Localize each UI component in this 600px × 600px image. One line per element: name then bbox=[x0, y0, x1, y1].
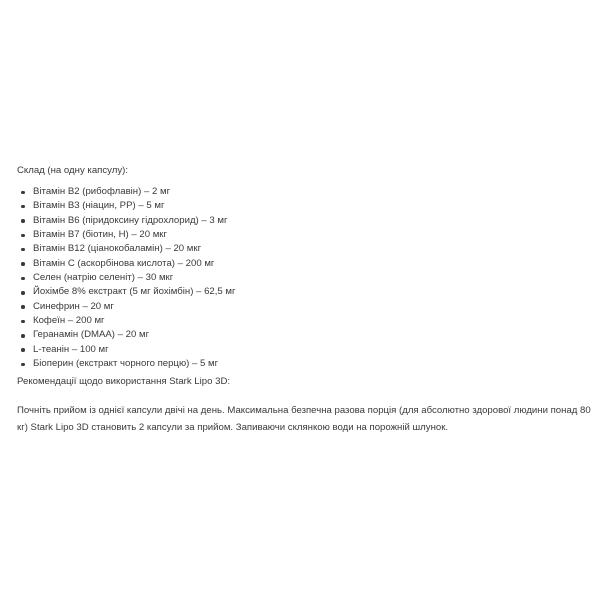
bullet-icon bbox=[21, 291, 25, 295]
list-item bbox=[17, 214, 587, 228]
bullet-icon bbox=[21, 334, 25, 338]
bullet-icon bbox=[21, 348, 25, 352]
usage-text-line-1: Почніть прийом із однієї капсули двічі на день. Максимальна безпечна разова порція (для абсолютно здорової людини понад 80 bbox=[17, 405, 591, 417]
ingredient-text: Селен (натрію селеніт) – 30 мкг bbox=[33, 272, 174, 284]
bullet-icon bbox=[21, 363, 25, 367]
ingredient-text: Вітамін B12 (ціанокобаламін) – 20 мкг bbox=[33, 243, 202, 255]
usage-heading: Рекомендації щодо використання Stark Lipo 3D: bbox=[17, 376, 231, 388]
list-item bbox=[17, 185, 587, 199]
ingredient-text: Йохімбе 8% екстракт (5 мг йохімбін) – 62,5 мг bbox=[33, 286, 236, 298]
ingredient-text: Вітамін B6 (піридоксину гідрохлорид) – 3 мг bbox=[33, 214, 228, 226]
ingredient-text: L-теанін – 100 мг bbox=[33, 343, 109, 355]
bullet-icon bbox=[21, 234, 25, 238]
composition-heading: Склад (на одну капсулу): bbox=[17, 165, 128, 176]
ingredient-text: Вітамін B7 (біотин, H) – 20 мкг bbox=[33, 229, 167, 241]
ingredients-list bbox=[17, 185, 587, 371]
bullet-icon bbox=[21, 219, 25, 223]
bullet-icon bbox=[21, 191, 25, 195]
list-item bbox=[17, 257, 587, 271]
list-item bbox=[17, 228, 587, 242]
list-item bbox=[17, 300, 587, 314]
list-item bbox=[17, 357, 587, 371]
spacer bbox=[17, 390, 587, 402]
bullet-icon bbox=[21, 305, 25, 309]
list-item bbox=[17, 199, 587, 213]
ingredient-text: Синефрин – 20 мг bbox=[33, 300, 114, 312]
list-item bbox=[17, 314, 587, 328]
list-item bbox=[17, 271, 587, 285]
list-item bbox=[17, 328, 587, 342]
ingredient-text: Вітамін C (аскорбінова кислота) – 200 мг bbox=[33, 257, 215, 269]
usage-text-line-2: кг) Stark Lipo 3D становить 2 капсули за прийом. Запиваючи склянкою води на порожній шлунок. bbox=[17, 422, 449, 434]
ingredient-text: Геранамін (DMAA) – 20 мг bbox=[33, 329, 150, 341]
ingredient-text: Кофеїн – 200 мг bbox=[33, 315, 105, 327]
list-item bbox=[17, 242, 587, 256]
ingredient-text: Вітамін B3 (ніацин, PP) – 5 мг bbox=[33, 200, 165, 212]
bullet-icon bbox=[21, 248, 25, 252]
ingredient-text: Вітамін B2 (рибофлавін) – 2 мг bbox=[33, 186, 171, 197]
bullet-icon bbox=[21, 320, 25, 324]
bullet-icon bbox=[21, 205, 25, 209]
bullet-icon bbox=[21, 262, 25, 266]
ingredient-text: Біоперин (екстракт чорного перцю) – 5 мг bbox=[33, 358, 219, 370]
list-item bbox=[17, 343, 587, 357]
product-description bbox=[17, 163, 591, 436]
bullet-icon bbox=[21, 277, 25, 281]
list-item bbox=[17, 285, 587, 299]
